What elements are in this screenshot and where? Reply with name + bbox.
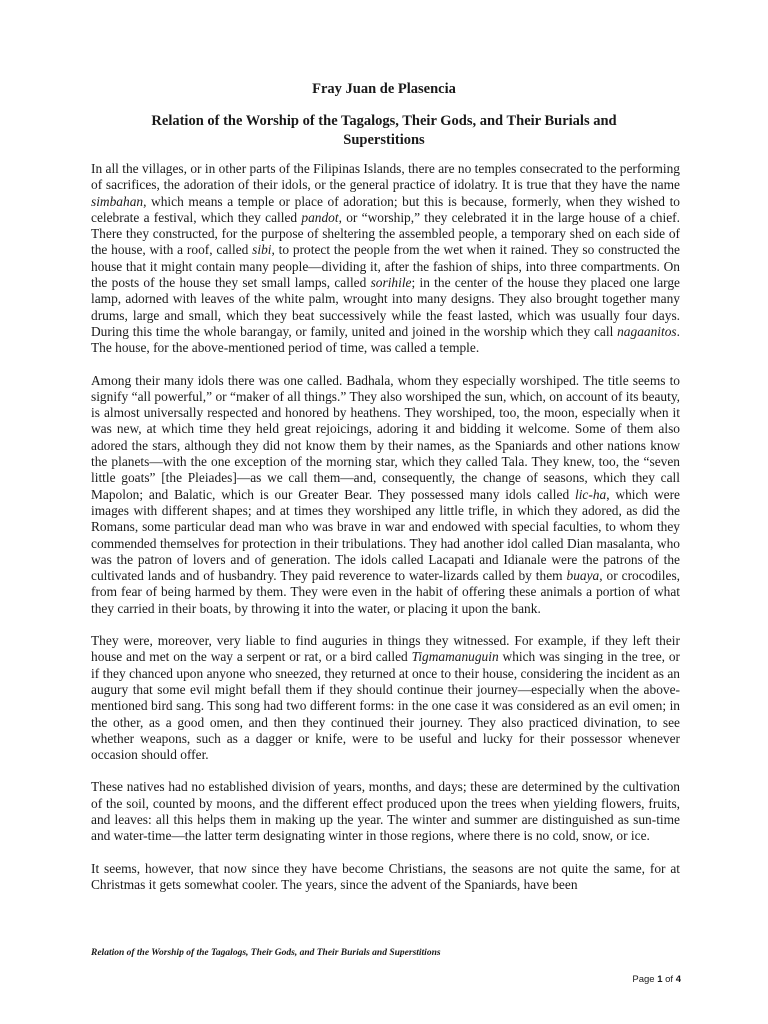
- page-current: 1: [657, 974, 663, 985]
- text-run: , to protect the people from the wet when it rained. They so constructed the house that it might contain many people—dividing it, after the fashion of ships, into three compartments. On the posts of the house they set small lamps, called: [91, 242, 681, 291]
- italic-term: sorihile: [370, 275, 412, 291]
- text-run: which was singing in the tree, or if they chanced upon anyone who sneezed, they returned at once to their house, considering the incident as an augury that some evil might befall them if they should continue their journey—especially when the above-mentioned bird sang. This song had two different forms: in the one case it was considered as an evil omen; in the other, as a good omen, and then they continued their journey. They also practiced divination, to see whether weapons, such as a dagger or knife, were to be useful and lucky for their possessor whenever occasion should offer.: [91, 649, 681, 763]
- italic-term: sibi: [252, 242, 272, 258]
- paragraph-5: It seems, however, that now since they have become Christians, the seasons are not quite the same, for at Christmas it gets somewhat cooler. The years, since the advent of the Spaniards, have been: [91, 860, 680, 892]
- italic-term: nagaanitos: [617, 323, 677, 339]
- text-run: They were, moreover, very liable to find auguries in things they witnessed. For example, if they left their house and met on the way a serpent or rat, or a bird called: [91, 633, 680, 665]
- italic-term: lic-ha: [574, 486, 607, 502]
- italic-term: buaya: [566, 568, 600, 584]
- text-run: In all the villages, or in other parts of the Filipinas Islands, there are no temples consecrated to the performing of sacrifices, the adoration of their idols, or the general practice of idolatry. It is true that they have the name: [91, 161, 680, 193]
- text-run: ; in the center of the house they placed one large lamp, adorned with leaves of the white palm, wrought into many designs. They also brought together many drums, large and small, which they beat successively while the feast lasted, which was usually four days. During this time the whole barangay, or family, united and joined in the worship which they call: [91, 275, 680, 339]
- document-title: Relation of the Worship of the Tagalogs, Their Gods, and Their Burials and Superstitions: [151, 113, 617, 148]
- page-number: [632, 974, 681, 986]
- paragraph-4: These natives had no established division of years, months, and days; these are determined by the cultivation of the soil, counted by moons, and the different effect produced upon the trees when yielding flowers, fruits, and leaves: all this helps them in making up the year. The winter and summer are distinguished as sun-time and water-time—the latter term designating winter in those regions, where there is no cold, snow, or ice.: [91, 779, 680, 844]
- text-run: , which were images with different shapes; and at times they worshiped any little trifle, in which they adored, as did the Romans, some particular dead man who was brave in war and endowed with special faculties, to whom they commended themselves for protection in their tribulations. They had another idol called Dian masalanta, who was the patron of lovers and of generation. The idols called Lacapati and Idianale were the patrons of the cultivated lands and of husbandry. They paid reverence to water-lizards called by them: [91, 486, 680, 584]
- italic-term: pandot: [301, 209, 339, 225]
- paragraph-3: [91, 633, 680, 763]
- paragraph-1: [91, 161, 680, 357]
- paragraph-2: [91, 373, 680, 617]
- page-total: 4: [675, 974, 681, 985]
- text-run: , or crocodiles, from fear of being harmed by them. They were even in the habit of offering these animals a portion of what they carried in their boats, by throwing it into the water, or placing it upon the bank.: [91, 568, 680, 616]
- text-run: , which means a temple or place of adoration; but this is because, formerly, when they wished to celebrate a festival, which they called: [91, 193, 680, 225]
- text-run: Among their many idols there was one called. Badhala, whom they especially worshiped. The title seems to signify “all powerful,” or “maker of all things.” They also worshiped the sun, which, on account of its beauty, is almost universally respected and honored by heathens. They worshiped, too, the moon, especially when it was new, at which time they held great rejoicings, adoring it and bidding it welcome. Some of them also adored the stars, although they did not know them by their names, as the Spaniards and other nations know the planets—with the one exception of the morning star, which they called Tala. They knew, too, the “seven little goats” [the Pleiades]—as we call them—and, consequently, the change of seasons, which they call Mapolon; and Balatic, which is our Greater Bear. They possessed many idols called: [91, 372, 680, 502]
- italic-term: Tigmamanuguin: [411, 649, 499, 665]
- italic-term: simbahan: [91, 193, 144, 209]
- text-run: , or “worship,” they celebrated it in the large house of a chief. There they constructed, for the purpose of sheltering the assembled people, a temporary shed on each side of the house, with a roof, called: [91, 209, 680, 258]
- author-heading: Fray Juan de Plasencia: [312, 81, 456, 97]
- running-footer-title: Relation of the Worship of the Tagalogs, Their Gods, and Their Burials and Superstitions: [91, 948, 441, 958]
- page-label: Page: [632, 974, 655, 985]
- document-body: [91, 161, 680, 893]
- text-run: . The house, for the above-mentioned period of time, was called a temple.: [91, 323, 680, 356]
- page-of: of: [665, 974, 674, 985]
